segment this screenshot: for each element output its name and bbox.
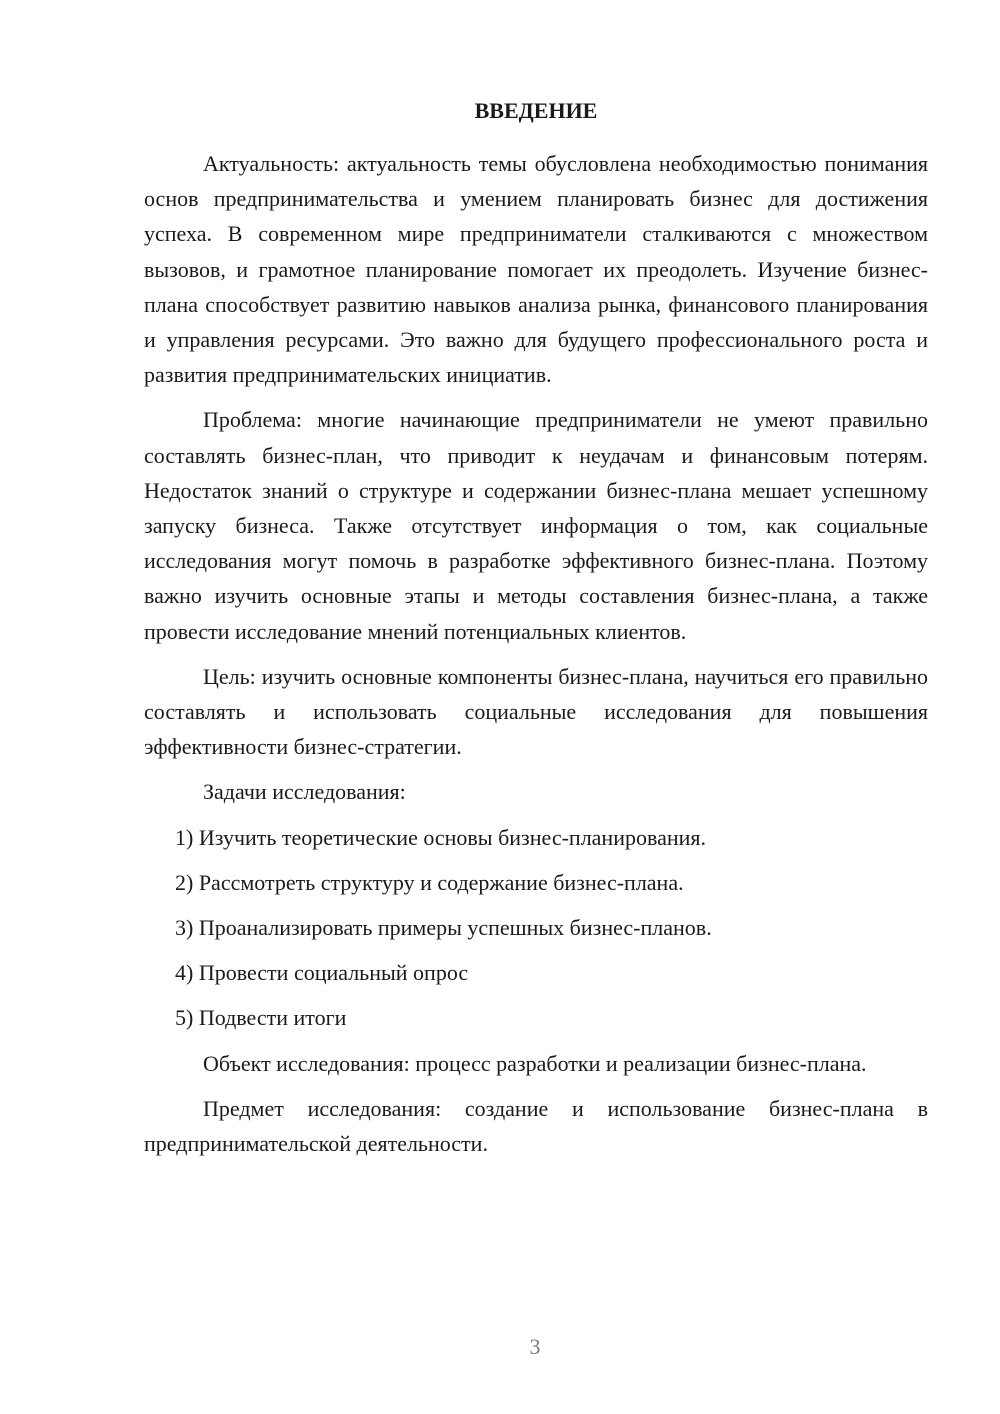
paragraph-problem: Проблема: многие начинающие предприниматели не умеют правильно составлять бизнес-план, что приводит к неудачам и финансовым потерям. Недостаток знаний о структуре и содержании бизнес-плана мешает успешному запуску бизнеса. Также отсутствует информация о том, как социальные исследования могут помочь в разработке эффективного бизнес-плана. Поэтому важно изучить основные этапы и методы составления бизнес-плана, а также провести исследование мнений потенциальных клиентов.	[144, 407, 928, 644]
tasks-heading: Задачи исследования:	[203, 779, 406, 805]
paragraph-object: Объект исследования: процесс разработки и реализации бизнес-плана.	[203, 1050, 867, 1076]
list-item: 2) Рассмотреть структуру и содержание бизнес-плана.	[175, 869, 684, 895]
list-item: 1) Изучить теоретические основы бизнес-планирования.	[175, 824, 707, 850]
page-title: ВВЕДЕНИЕ	[474, 98, 598, 123]
task-list	[144, 820, 928, 1036]
paragraph-relevance: Актуальность: актуальность темы обусловлена необходимостью понимания основ предпринимательства и умением планировать бизнес для достижения успеха. В современном мире предприниматели сталкиваются с множеством вызовов, и грамотное планирование помогает их преодолеть. Изучение бизнес-плана способствует развитию навыков анализа рынка, финансового планирования и управления ресурсами. Это важно для будущего профессионального роста и развития предпринимательских инициатив.	[144, 151, 928, 388]
document-page	[144, 96, 928, 1171]
paragraph-goal: Цель: изучить основные компоненты бизнес-плана, научиться его правильно составлять и использовать социальные исследования для повышения эффективности бизнес-стратегии.	[144, 663, 928, 760]
list-item: 3) Проанализировать примеры успешных бизнес-планов.	[175, 915, 712, 941]
paragraph-subject: Предмет исследования: создание и использование бизнес-плана в предпринимательской деятельности.	[144, 1095, 928, 1157]
list-item: 4) Провести социальный опрос	[175, 960, 469, 986]
list-item: 5) Подвести итоги	[175, 1005, 347, 1031]
page-number: 3	[529, 1334, 541, 1359]
